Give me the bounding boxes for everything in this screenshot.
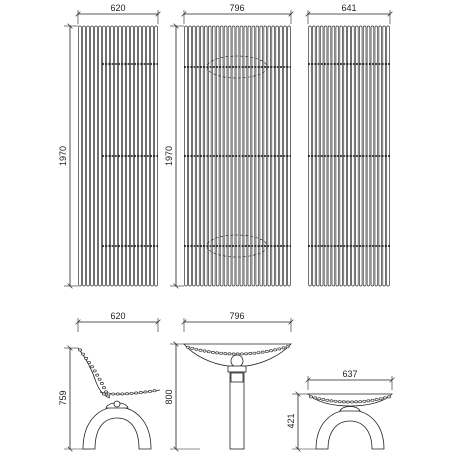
slat-section: [318, 398, 321, 400]
table-elevation: [164, 311, 291, 449]
slat-section: [135, 392, 138, 394]
dimension-height-plan-middle: [164, 26, 184, 286]
slat-section: [220, 352, 223, 354]
slat: [99, 26, 102, 286]
slat-section: [330, 400, 333, 402]
stool-seat: [308, 394, 392, 406]
dimension-width-stool: [308, 369, 392, 390]
chair-elevation: [58, 311, 160, 449]
slat-section: [363, 400, 366, 402]
slat-section: [387, 396, 390, 398]
slat-section: [383, 397, 386, 399]
slat-section: [249, 352, 252, 354]
slat-section: [207, 351, 210, 353]
dimension-width-plan-left: [78, 3, 158, 24]
table-height-label: 800: [164, 389, 174, 405]
slat-section: [282, 347, 285, 349]
slat-section: [286, 346, 289, 348]
slat-section: [224, 353, 227, 355]
slat-section: [88, 361, 91, 363]
slat-section: [265, 350, 268, 352]
slat-section: [96, 374, 99, 376]
table-column-collar: [231, 373, 243, 382]
slat-section: [93, 370, 96, 372]
slat-section: [195, 348, 198, 350]
slat-section: [269, 350, 272, 352]
slat-section: [121, 393, 124, 395]
plan-right: [308, 3, 390, 286]
slat-section: [232, 353, 235, 355]
slat-section: [125, 393, 128, 395]
plan-middle: [164, 3, 291, 286]
slat-section: [240, 353, 243, 355]
slat-section: [139, 391, 142, 393]
table-column: [230, 372, 244, 449]
slat: [95, 26, 98, 286]
stool-width-label: 637: [342, 369, 358, 379]
chair-arch-base: [83, 407, 151, 449]
slat-section: [367, 400, 370, 402]
slat-section: [375, 398, 378, 400]
dimension-height-table: [164, 344, 200, 449]
slat-section: [85, 357, 88, 359]
slat-section: [102, 393, 105, 395]
plan-left-height-label: 1970: [58, 145, 68, 167]
slat-section: [322, 398, 325, 400]
slat-section: [278, 348, 281, 350]
slat-section: [144, 391, 147, 393]
slat-section: [257, 352, 260, 354]
table-width-label: 796: [229, 311, 245, 321]
slat-section: [228, 353, 231, 355]
slat-section: [309, 396, 312, 398]
plan-left-width-label: 620: [110, 3, 126, 13]
slat-section: [245, 353, 248, 355]
slat-section: [338, 401, 341, 403]
slat-section: [148, 390, 151, 392]
dimension-width-plan-right: [308, 3, 390, 24]
slat: [87, 26, 90, 286]
chair-seat-slats: [102, 390, 156, 396]
plan-right-width-label: 641: [341, 3, 357, 13]
slat-section: [253, 352, 256, 354]
slat-section: [112, 393, 115, 395]
slat-section: [186, 346, 189, 348]
table-joint: [231, 355, 243, 367]
dimension-width-plan-middle: [184, 3, 291, 24]
slat-section: [82, 353, 85, 355]
dimension-width-chair: [78, 311, 158, 332]
slat-section: [314, 397, 317, 399]
slat-section: [130, 392, 133, 394]
plan-middle-width-label: 796: [229, 3, 245, 13]
slat-section: [78, 349, 81, 351]
slat-section: [261, 351, 264, 353]
slat-section: [274, 349, 277, 351]
slat: [83, 26, 86, 286]
slat-section: [371, 399, 374, 401]
plan-right-slats: [309, 26, 390, 286]
stool-height-label: 421: [286, 413, 296, 429]
slat-section: [203, 350, 206, 352]
slat-section: [215, 352, 218, 354]
slat-section: [191, 347, 194, 349]
slat-section: [359, 401, 362, 403]
slat-section: [153, 390, 156, 392]
dimension-height-plan-left: [58, 26, 78, 286]
stool-arch-base: [316, 410, 384, 449]
chair-width-label: 620: [110, 311, 126, 321]
slat-section: [104, 391, 107, 393]
plan-middle-height-label: 1970: [164, 145, 174, 167]
slat-section: [116, 393, 119, 395]
slat-section: [90, 366, 93, 368]
plan-left: [58, 3, 158, 286]
slat-section: [355, 401, 358, 403]
slat-section: [346, 401, 349, 403]
slat-section: [211, 351, 214, 353]
slat-section: [379, 398, 382, 400]
slat-section: [107, 393, 110, 395]
chair-joint: [114, 401, 120, 407]
slat-section: [100, 382, 103, 384]
slat-section: [326, 399, 329, 401]
stool-support-bracket: [340, 407, 360, 412]
slat-section: [199, 349, 202, 351]
slat-section: [334, 400, 337, 402]
slat: [91, 26, 94, 286]
stool-elevation: [286, 369, 392, 449]
chair-backrest-slats: [78, 349, 109, 397]
dimension-width-table: [184, 311, 291, 332]
dimension-height-stool: [286, 394, 316, 449]
slat-section: [102, 387, 105, 389]
slat: [79, 26, 82, 286]
slat-section: [98, 378, 101, 380]
slat-section: [350, 401, 353, 403]
slat-section: [342, 401, 345, 403]
table-bracket: [228, 366, 246, 372]
chair-height-label: 759: [58, 390, 68, 406]
